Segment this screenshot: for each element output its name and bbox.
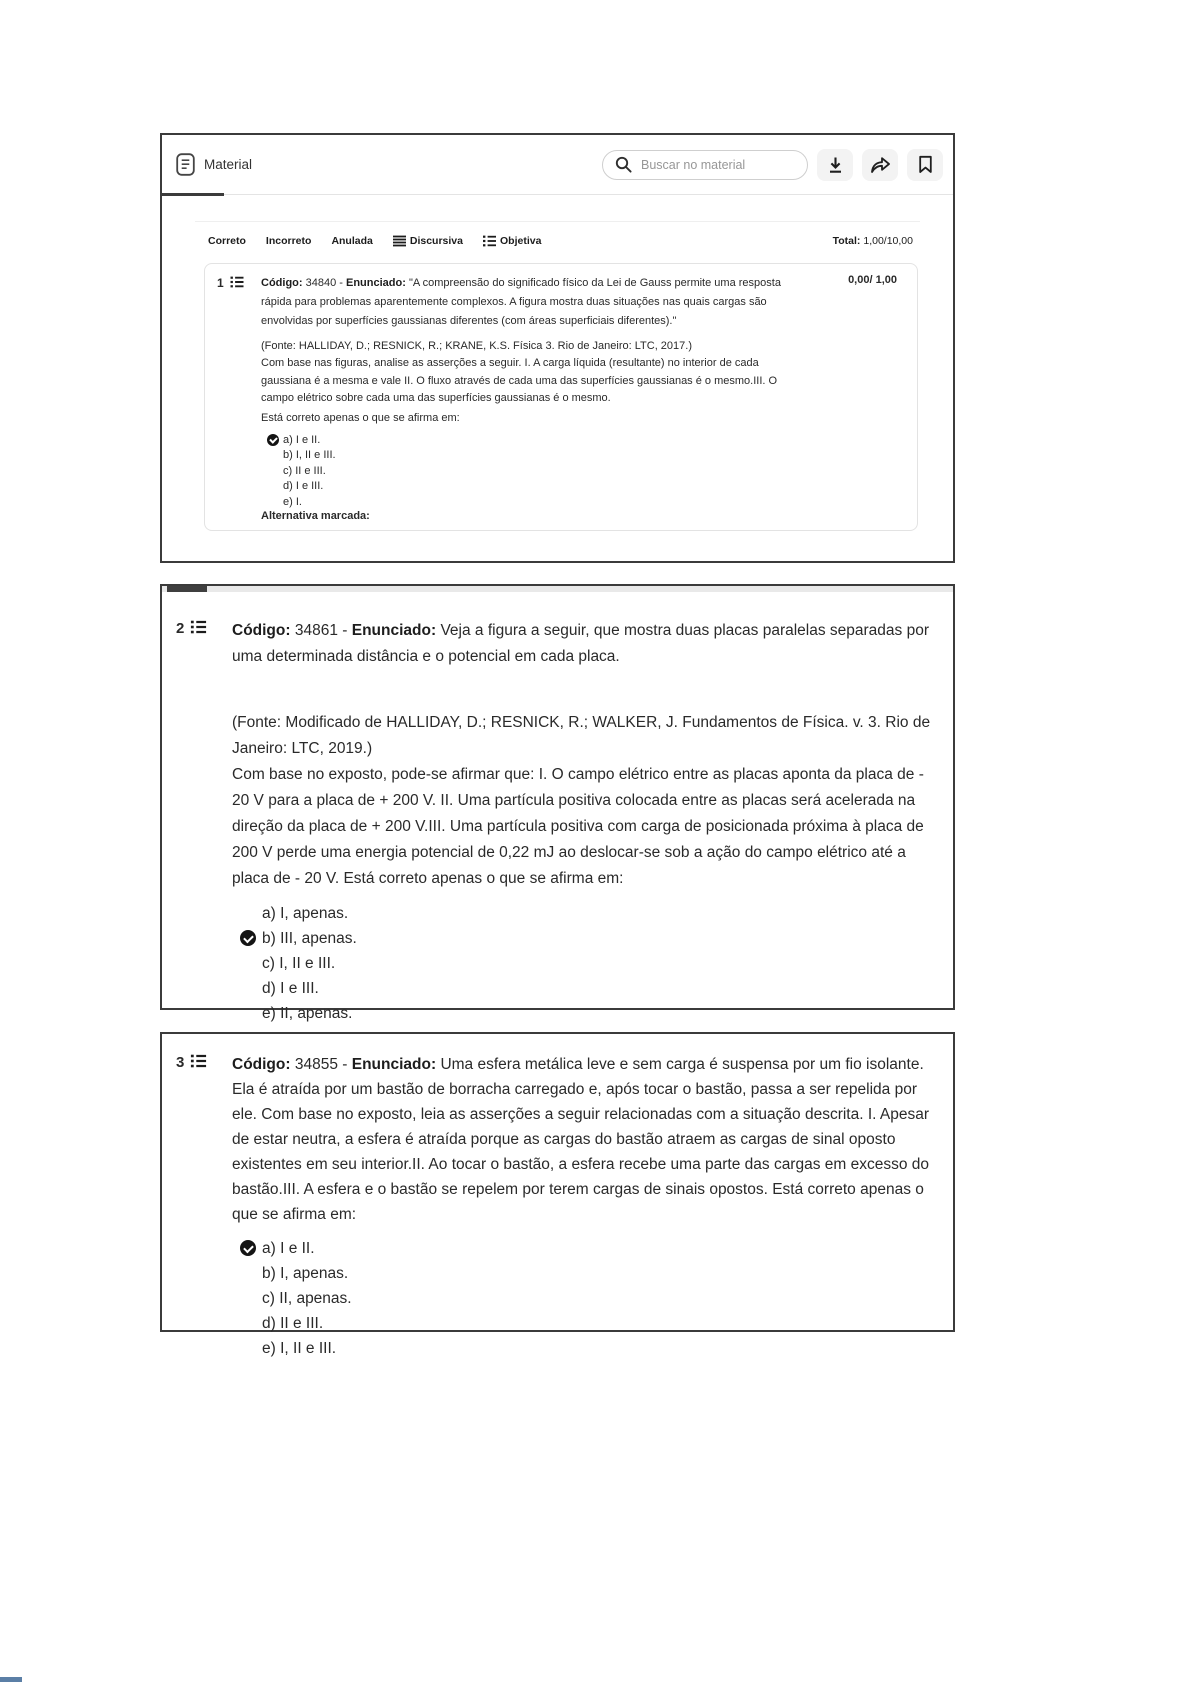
horizontal-scrollbar (162, 586, 953, 592)
check-circle-icon (240, 930, 256, 946)
option-c[interactable]: c) I, II e III. (262, 955, 336, 972)
question-3-panel (160, 1032, 955, 1357)
filter-row (208, 235, 913, 247)
option-e[interactable]: e) II, apenas. (262, 1005, 353, 1022)
question-prompt: Está correto apenas o que se afirma em: (261, 411, 460, 424)
share-icon (870, 156, 891, 174)
question-number-col (172, 1052, 232, 1361)
question-score: 0,00/ 1,00 (848, 274, 897, 286)
question-number: 3 (176, 1054, 185, 1071)
option-b[interactable]: b) I, apenas. (262, 1265, 349, 1282)
bookmark-button[interactable] (907, 149, 943, 181)
stray-artifact (0, 1677, 22, 1682)
tab-material-label: Material (204, 157, 253, 172)
search-icon (615, 156, 632, 173)
list-icon[interactable] (190, 1054, 207, 1068)
option-a[interactable]: a) I e II. (283, 433, 786, 449)
option-a[interactable]: a) I, apenas. (262, 905, 349, 922)
option-b[interactable]: b) III, apenas. (262, 926, 937, 951)
question-number: 2 (176, 620, 185, 637)
scrollbar-thumb[interactable] (167, 586, 207, 592)
download-icon (827, 156, 844, 174)
option-e[interactable]: e) I. (283, 495, 302, 508)
bookmark-icon (918, 155, 933, 174)
check-circle-icon (267, 434, 279, 446)
question-body (232, 1052, 937, 1361)
filter-objetiva[interactable]: Objetiva (483, 235, 541, 247)
figure-placeholder (232, 670, 937, 710)
bulleted-list-icon (483, 235, 496, 247)
options-list (261, 433, 786, 511)
material-panel (160, 133, 955, 563)
list-icon[interactable] (190, 620, 207, 634)
question-number-col (172, 618, 232, 1026)
option-e[interactable]: e) I, II e III. (262, 1340, 337, 1357)
question-statement: Código: 34855 - Enunciado: Uma esfera metálica leve e sem carga é suspensa por um fio isolante. Ela é atraída por um bastão de borracha carregado e, após tocar o bastão, passa a ser repelida por ele. Com base no exposto, leia as asserções a seguir relacionadas com a situação descrita. I. Apesar de estar neutra, a esfera é atraída porque as cargas do bastão atraem as cargas de sinal oposto existentes em seu interior.II. Ao tocar o bastão, a esfera recebe uma parte das cargas em excesso do bastão.III. A esfera e o bastão se repelem por terem cargas de sinais opostos. Está correto apenas o que se afirma em: (232, 1056, 930, 1223)
material-header (162, 135, 953, 195)
question-number-col (217, 274, 261, 522)
filter-anulada[interactable]: Anulada (331, 235, 373, 247)
separator (195, 221, 920, 222)
search-placeholder: Buscar no material (641, 157, 746, 172)
total-score: Total: 1,00/10,00 (832, 235, 913, 247)
question-assertions: Com base nas figuras, analise as asserções a seguir. I. A carga líquida (resultante) no interior de cada gaussiana é a mesma e vale II. O fluxo através de cada uma das superfícies gaussianas é o mesmo.III. O campo elétrico sobre cada uma das superfícies gaussianas é o mesmo. (261, 357, 778, 404)
list-icon[interactable] (230, 276, 244, 288)
header-actions (602, 149, 943, 181)
options-list (232, 1236, 937, 1361)
option-c[interactable]: c) II e III. (283, 464, 326, 477)
filter-discursiva[interactable]: Discursiva (393, 235, 463, 247)
options-list (232, 901, 937, 1026)
question-assertions: Com base no exposto, pode-se afirmar que: I. O campo elétrico entre as placas aponta da placa de - 20 V para a placa de + 200 V. II. Uma partícula positiva colocada entre as placas será acelerada na direção da placa de + 200 V.III. Uma partícula positiva com carga de posicionada próxima à placa de 200 V perde uma energia potencial de 0,22 mJ ao deslocar-se sob a ação do campo elétrico até a placa de - 20 V. Está correto apenas o que se afirma em: (232, 766, 924, 887)
marked-alternative-label: Alternativa marcada: (261, 510, 370, 522)
option-d[interactable]: d) II e III. (262, 1315, 324, 1332)
question-number: 1 (217, 276, 224, 290)
question-source: (Fonte: Modificado de HALLIDAY, D.; RESNICK, R.; WALKER, J. Fundamentos de Física. v. 3. Rio de Janeiro: LTC, 2019.) (232, 714, 931, 757)
question-row (162, 1034, 953, 1361)
question-body (232, 618, 937, 1026)
question-statement: Código: 34861 - Enunciado: Veja a figura a seguir, que mostra duas placas paralelas separadas por uma determinada distância e o potencial em cada placa. (232, 622, 930, 665)
active-tab-indicator (160, 193, 224, 196)
tab-material[interactable] (176, 153, 252, 176)
question-body (261, 274, 786, 522)
question-source: (Fonte: HALLIDAY, D.; RESNICK, R.; KRANE, K.S. Física 3. Rio de Janeiro: LTC, 2017.) (261, 340, 692, 352)
document-icon (176, 153, 195, 176)
question-statement: Código: 34840 - Enunciado: "A compreensão do significado físico da Lei de Gauss permite uma resposta rápida para problemas aparentemente complexos. A figura mostra duas situações nas quais cargas são envolvidas por superfícies gaussianas diferentes (com áreas superficiais diferentes)." (261, 277, 781, 327)
option-b[interactable]: b) I, II e III. (283, 449, 336, 461)
option-d[interactable]: d) I e III. (283, 480, 324, 492)
text-lines-icon (393, 235, 406, 247)
download-button[interactable] (817, 149, 853, 181)
filter-incorreto[interactable]: Incorreto (265, 235, 312, 247)
share-button[interactable] (862, 149, 898, 181)
filter-correto[interactable]: Correto (208, 235, 246, 247)
question-row (162, 592, 953, 1026)
question-card-1 (204, 263, 918, 531)
search-input[interactable] (602, 150, 808, 180)
option-c[interactable]: c) II, apenas. (262, 1290, 352, 1307)
check-circle-icon (240, 1240, 256, 1256)
option-a[interactable]: a) I e II. (262, 1236, 937, 1261)
question-2-panel (160, 584, 955, 1022)
option-d[interactable]: d) I e III. (262, 980, 319, 997)
